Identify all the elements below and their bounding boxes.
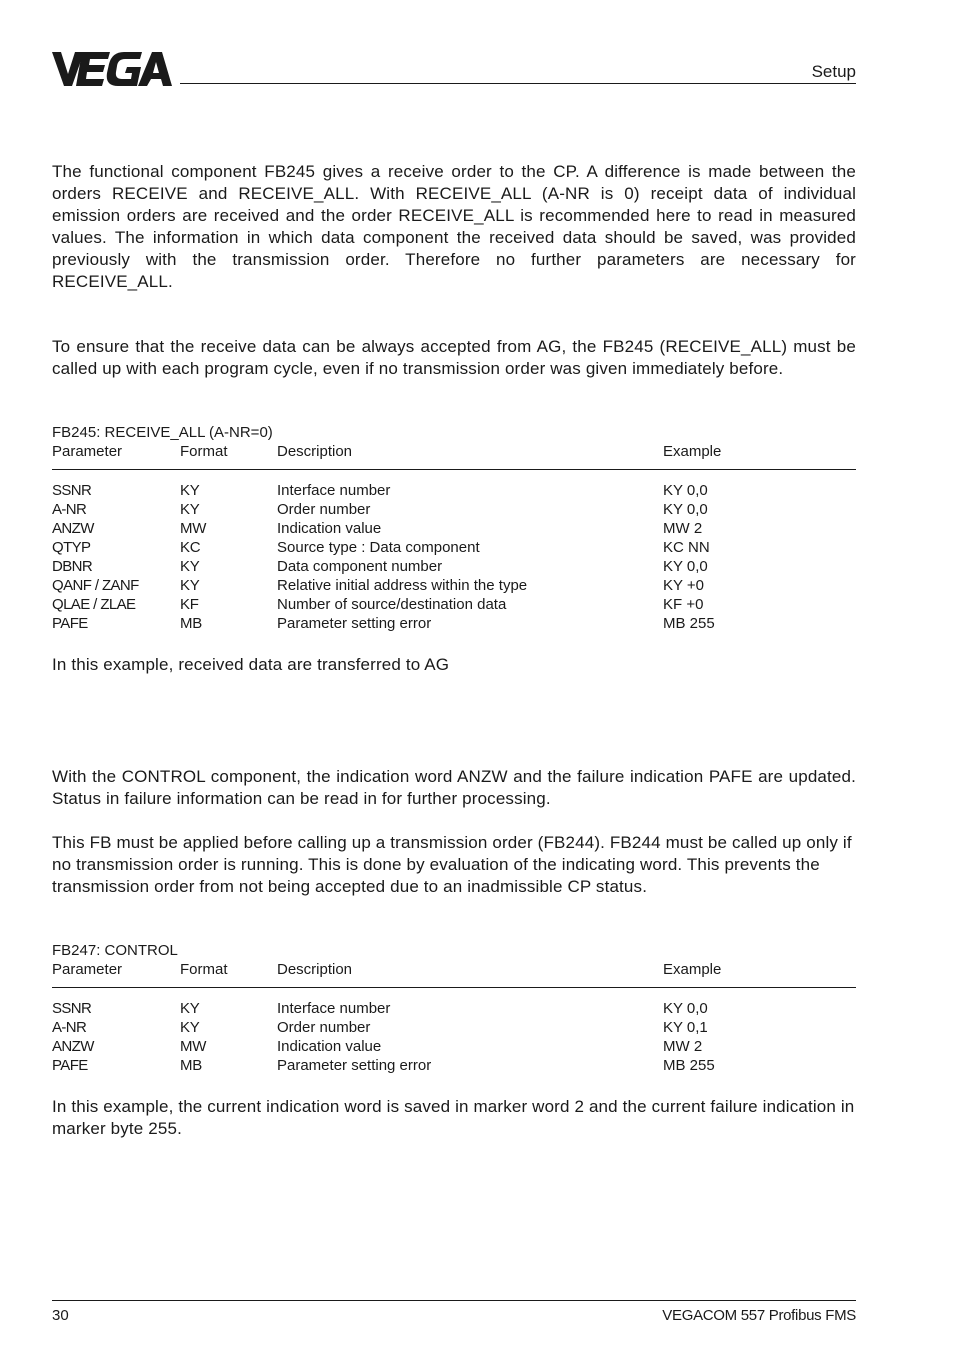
table-row	[52, 481, 856, 500]
document-title: VEGACOM 557 Profibus FMS	[662, 1307, 856, 1324]
cell-description: Interface number	[277, 482, 391, 499]
cell-parameter: QTYP	[52, 539, 91, 556]
table-row	[52, 1056, 856, 1075]
header-parameter: Parameter	[52, 961, 123, 978]
header-description: Description	[277, 443, 353, 460]
cell-example: KC NN	[663, 539, 710, 556]
cell-format: KY	[180, 501, 200, 518]
section-title: Setup	[811, 62, 856, 81]
cell-format: KY	[180, 577, 200, 594]
cell-parameter: PAFE	[52, 1057, 88, 1074]
table-row	[52, 614, 856, 633]
cell-example: KY 0,0	[663, 558, 708, 575]
header-description: Description	[277, 961, 353, 978]
table-row	[52, 1018, 856, 1037]
cell-format: MW	[180, 520, 207, 537]
table-row	[52, 538, 856, 557]
cell-example: KF +0	[663, 596, 704, 613]
cell-example: KY 0,0	[663, 501, 708, 518]
cell-format: MW	[180, 1038, 207, 1055]
cell-parameter: DBNR	[52, 558, 93, 575]
cell-example: MB 255	[663, 1057, 715, 1074]
cell-format: KY	[180, 1019, 200, 1036]
cell-description: Indication value	[277, 520, 382, 537]
table-row	[52, 576, 856, 595]
cell-format: MB	[180, 1057, 202, 1074]
paragraph-receive-order: The functional component FB245 gives a receive order to the CP. A difference is made between the orders RECEIVE and RECEIVE_ALL. With RECEIVE_ALL (A-NR is 0) receipt data of individual emission orders are received and the order RECEIVE_ALL is recommended here to read in measured values. The information in which data component the received data should be saved, was provided previously with the transmission order. Therefore no further parameters are necessary for RECEIVE_ALL.	[52, 162, 856, 291]
paragraph-control-component: With the CONTROL component, the indication word ANZW and the failure indication PAFE are updated. Status in failure information can be read in for further processing.	[52, 767, 856, 808]
cell-description: Data component number	[277, 558, 443, 575]
cell-format: KY	[180, 558, 200, 575]
header-format: Format	[180, 443, 228, 460]
cell-format: MB	[180, 615, 202, 632]
cell-description: Relative initial address within the type	[277, 577, 528, 594]
cell-parameter: SSNR	[52, 482, 92, 499]
fb247-parameter-table	[52, 941, 856, 1075]
cell-format: KC	[180, 539, 201, 556]
cell-example: KY +0	[663, 577, 705, 594]
table-row	[52, 557, 856, 576]
cell-description: Source type : Data component	[277, 539, 480, 556]
cell-parameter: A-NR	[52, 501, 87, 518]
table-row	[52, 999, 856, 1018]
table-header	[52, 960, 856, 979]
cell-example: KY 0,1	[663, 1019, 708, 1036]
cell-parameter: PAFE	[52, 615, 88, 632]
cell-description: Number of source/destination data	[277, 596, 507, 613]
page-number: 30	[52, 1307, 69, 1324]
cell-parameter: QLAE / ZLAE	[52, 596, 136, 613]
cell-example: KY 0,0	[663, 1000, 708, 1017]
cell-parameter: SSNR	[52, 1000, 92, 1017]
paragraph-example-note: In this example, received data are transferred to AG	[52, 655, 450, 674]
table-rule	[52, 987, 856, 988]
table-row	[52, 500, 856, 519]
cell-parameter: A-NR	[52, 1019, 87, 1036]
cell-format: KY	[180, 482, 200, 499]
table-row	[52, 595, 856, 614]
cell-parameter: ANZW	[52, 1038, 94, 1055]
footer-rule	[52, 1300, 856, 1301]
header-example: Example	[663, 443, 722, 460]
cell-example: MB 255	[663, 615, 715, 632]
cell-format: KF	[180, 596, 199, 613]
header-example: Example	[663, 961, 722, 978]
paragraph-control-example: In this example, the current indication word is saved in marker word 2 and the current failure indication in marker byte 255.	[52, 1097, 855, 1138]
table-header	[52, 442, 856, 461]
header-format: Format	[180, 961, 228, 978]
header-parameter: Parameter	[52, 443, 123, 460]
table-rule	[52, 469, 856, 470]
cell-parameter: ANZW	[52, 520, 94, 537]
cell-example: MW 2	[663, 1038, 703, 1055]
table-row	[52, 1037, 856, 1056]
cell-description: Parameter setting error	[277, 615, 432, 632]
paragraph-fb-order: This FB must be applied before calling up a transmission order (FB244). FB244 must be called up only if no transmission order is running. This is done by evaluation of the indicating word. This prevents the transmission order from not being accepted due to an inadmissible CP status.	[52, 833, 852, 896]
cell-example: KY 0,0	[663, 482, 708, 499]
vega-logo	[52, 52, 172, 86]
cell-parameter: QANF / ZANF	[52, 577, 139, 594]
cell-format: KY	[180, 1000, 200, 1017]
fb245-parameter-table	[52, 423, 856, 633]
table-caption: FB247: CONTROL	[52, 942, 178, 959]
table-caption: FB245: RECEIVE_ALL (A-NR=0)	[52, 424, 273, 441]
table-row	[52, 519, 856, 538]
cell-description: Interface number	[277, 1000, 391, 1017]
cell-description: Indication value	[277, 1038, 382, 1055]
cell-example: MW 2	[663, 520, 703, 537]
cell-description: Parameter setting error	[277, 1057, 432, 1074]
paragraph-program-cycle: To ensure that the receive data can be always accepted from AG, the FB245 (RECEIVE_ALL) must be called up with each program cycle, even if no transmission order was given immediately before.	[52, 337, 856, 378]
cell-description: Order number	[277, 501, 371, 518]
header-rule	[180, 83, 856, 84]
cell-description: Order number	[277, 1019, 371, 1036]
